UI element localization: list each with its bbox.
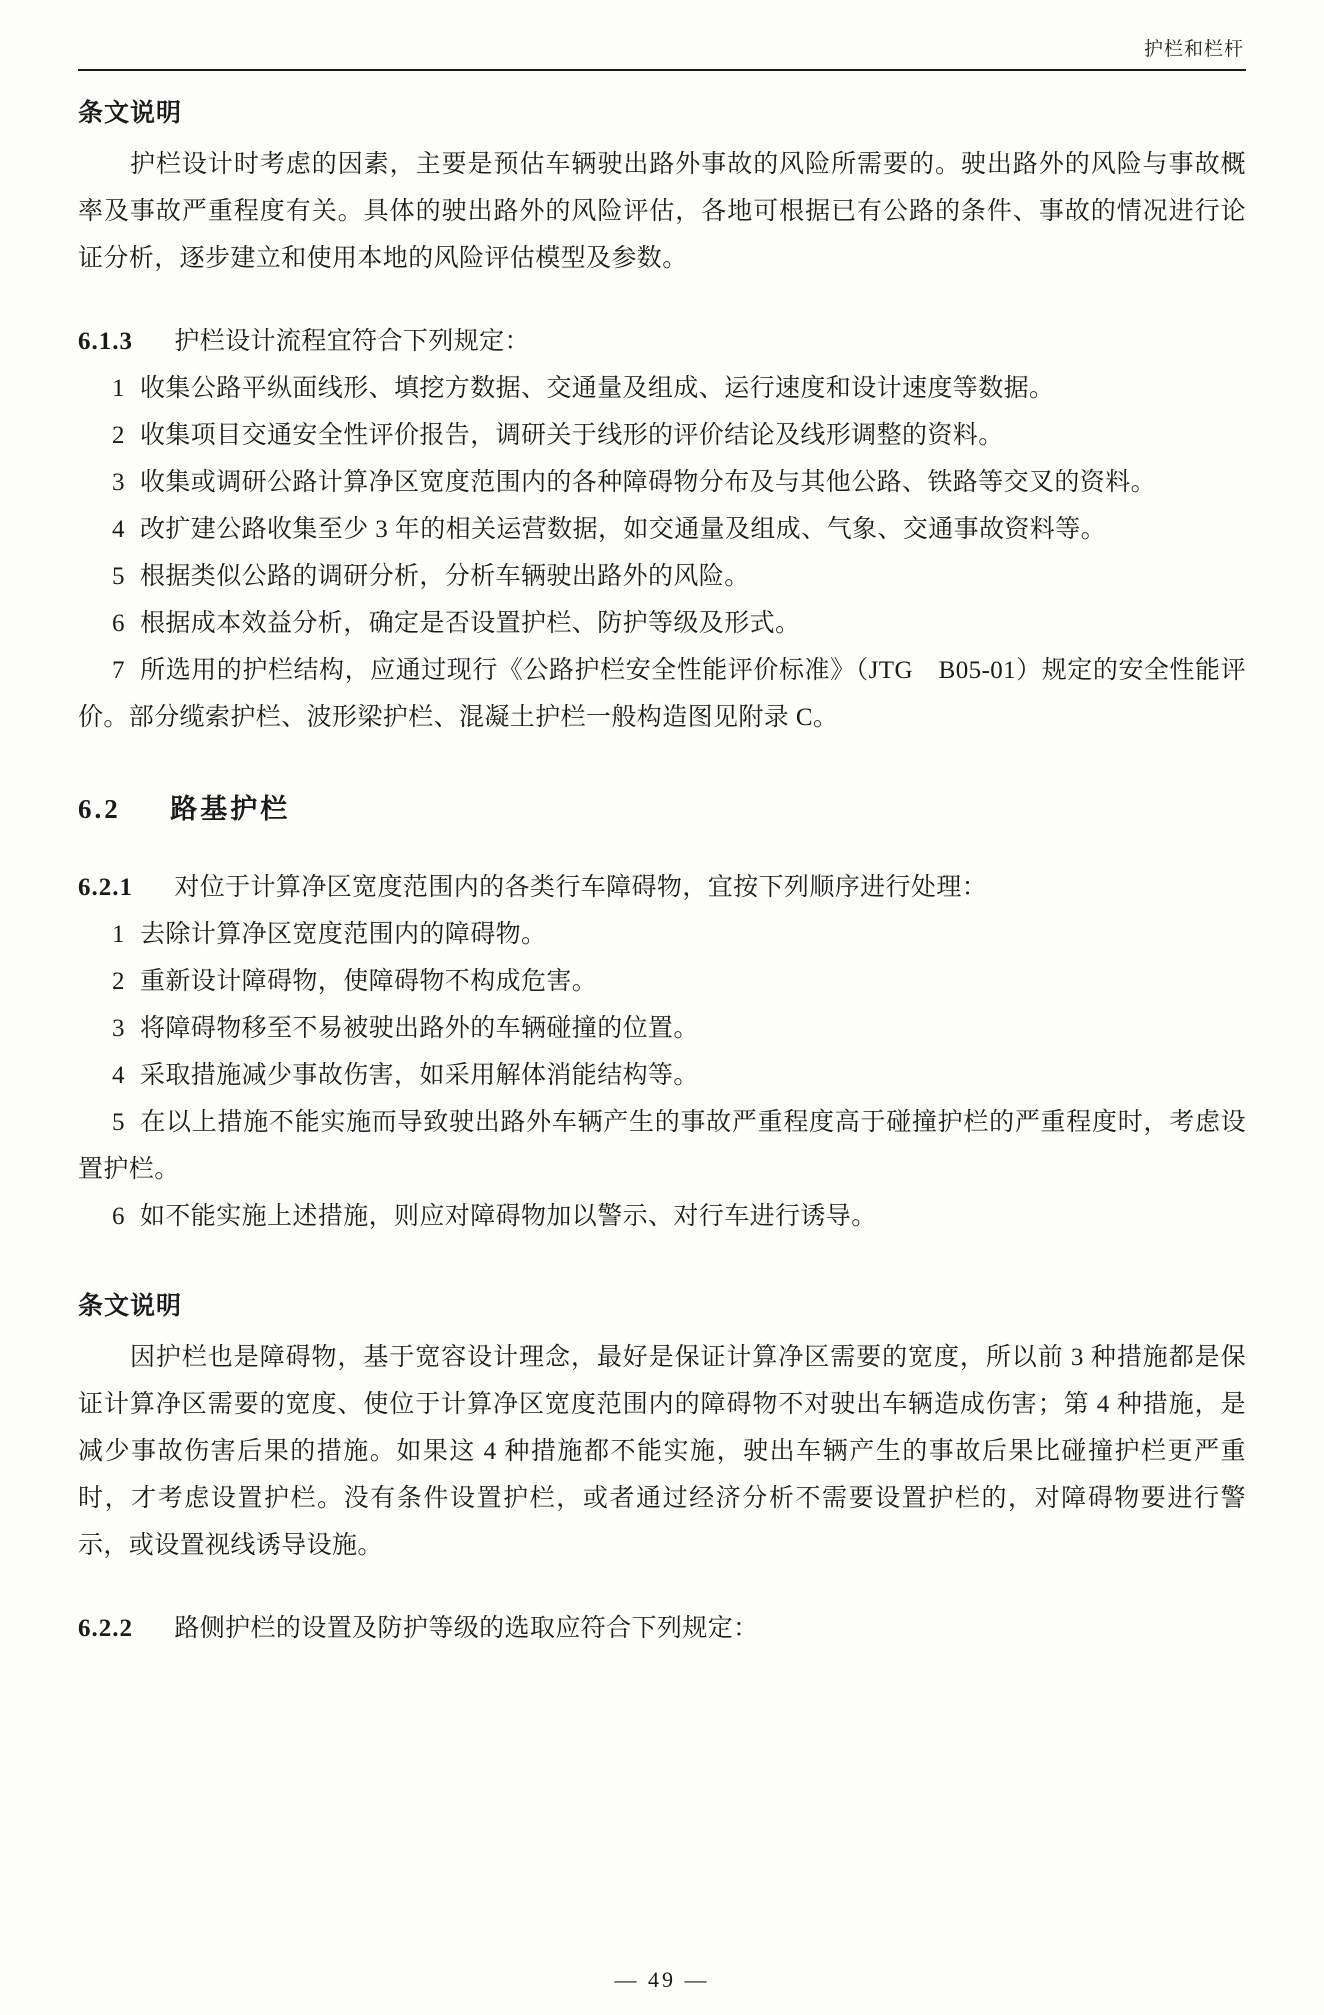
item-text: 收集或调研公路计算净区宽度范围内的各种障碍物分布及与其他公路、铁路等交叉的资料。 <box>140 469 1157 496</box>
clause-622-number: 6.2.2 <box>78 1615 133 1642</box>
item-number: 2 <box>112 422 125 449</box>
section-62-heading <box>78 787 1246 826</box>
list-item <box>78 1005 1246 1052</box>
list-item <box>78 958 1246 1005</box>
clause-621 <box>78 864 1246 911</box>
item-number: 1 <box>112 375 125 402</box>
item-number: 7 <box>112 657 125 684</box>
clause-613-number: 6.1.3 <box>78 328 133 355</box>
list-item <box>78 506 1246 553</box>
section-62-title: 路基护栏 <box>170 794 291 824</box>
item-number: 2 <box>112 968 125 995</box>
item-number: 1 <box>112 921 125 948</box>
spacer <box>78 741 1246 787</box>
item-text: 将障碍物移至不易被驶出路外的车辆碰撞的位置。 <box>140 1015 699 1042</box>
item-text: 所选用的护栏结构，应通过现行《公路护栏安全性能评价标准》（JTG B05-01）规定的安全性能评价。部分缆索护栏、波形梁护栏、混凝土护栏一般构造图见附录 C。 <box>78 657 1246 731</box>
list-item <box>78 1099 1246 1193</box>
spacer <box>78 1571 1246 1605</box>
clause-622-title: 路侧护栏的设置及防护等级的选取应符合下列规定： <box>174 1615 759 1642</box>
item-number: 5 <box>112 1109 125 1136</box>
explanation-paragraph-1: 护栏设计时考虑的因素，主要是预估车辆驶出路外事故的风险所需要的。驶出路外的风险与事故概率及事故严重程度有关。具体的驶出路外的风险评估，各地可根据已有公路的条件、事故的情况进行论证分析，逐步建立和使用本地的风险评估模型及参数。 <box>78 151 1246 272</box>
item-text: 如不能实施上述措施，则应对障碍物加以警示、对行车进行诱导。 <box>140 1203 877 1230</box>
spacer <box>78 284 1246 318</box>
item-number: 3 <box>112 469 125 496</box>
explanation-heading-2: 条文说明 <box>78 1293 183 1320</box>
section-62-number: 6.2 <box>78 794 121 824</box>
item-text: 重新设计障碍物，使障碍物不构成危害。 <box>140 968 598 995</box>
item-number: 6 <box>112 1203 125 1230</box>
explanation-paragraph-2: 因护栏也是障碍物，基于宽容设计理念，最好是保证计算净区需要的宽度，所以前 3 种措施都是保证计算净区需要的宽度、使位于计算净区宽度范围内的障碍物不对驶出车辆造成伤害；第 4 种措施，是减少事故伤害后果的措施。如果这 4 种措施都不能实施，驶出车辆产生的事故后果比碰撞护栏更严重时，才考虑设置护栏。没有条件设置护栏，或者通过经济分析不需要设置护栏的，对障碍物要进行警示，或设置视线诱导设施。 <box>78 1344 1246 1559</box>
item-number: 6 <box>112 610 125 637</box>
clause-613-title: 护栏设计流程宜符合下列规定： <box>174 328 530 355</box>
item-text: 根据类似公路的调研分析，分析车辆驶出路外的风险。 <box>140 563 750 590</box>
item-text: 去除计算净区宽度范围内的障碍物。 <box>140 921 547 948</box>
clause-613 <box>78 318 1246 365</box>
running-head: 护栏和栏杆 <box>1143 39 1244 60</box>
item-text: 收集项目交通安全性评价报告，调研关于线形的评价结论及线形调整的资料。 <box>140 422 1004 449</box>
item-text: 在以上措施不能实施而导致驶出路外车辆产生的事故严重程度高于碰撞护栏的严重程度时，考虑设置护栏。 <box>78 1109 1246 1183</box>
item-text: 采取措施减少事故伤害，如采用解体消能结构等。 <box>140 1062 699 1089</box>
clause-621-number: 6.2.1 <box>78 874 133 901</box>
list-item <box>78 365 1246 412</box>
list-item <box>78 600 1246 647</box>
list-item <box>78 911 1246 958</box>
explanation-heading-1: 条文说明 <box>78 100 183 127</box>
list-item <box>78 459 1246 506</box>
list-item <box>78 1052 1246 1099</box>
list-item <box>78 1193 1246 1240</box>
clause-621-title: 对位于计算净区宽度范围内的各类行车障碍物，宜按下列顺序进行处理： <box>174 874 988 901</box>
spacer <box>78 830 1246 864</box>
item-number: 4 <box>112 516 125 543</box>
list-item <box>78 647 1246 741</box>
clause-622 <box>78 1605 1246 1652</box>
page-number: — 49 — <box>614 1967 710 1992</box>
item-number: 3 <box>112 1015 125 1042</box>
item-text: 改扩建公路收集至少 3 年的相关运营数据，如交通量及组成、气象、交通事故资料等。 <box>140 516 1107 543</box>
spacer <box>78 1240 1246 1286</box>
item-text: 根据成本效益分析，确定是否设置护栏、防护等级及形式。 <box>140 610 801 637</box>
item-text: 收集公路平纵面线形、填挖方数据、交通量及组成、运行速度和设计速度等数据。 <box>140 375 1055 402</box>
item-number: 5 <box>112 563 125 590</box>
list-item <box>78 412 1246 459</box>
list-item <box>78 553 1246 600</box>
header-rule <box>78 69 1246 71</box>
item-number: 4 <box>112 1062 125 1089</box>
